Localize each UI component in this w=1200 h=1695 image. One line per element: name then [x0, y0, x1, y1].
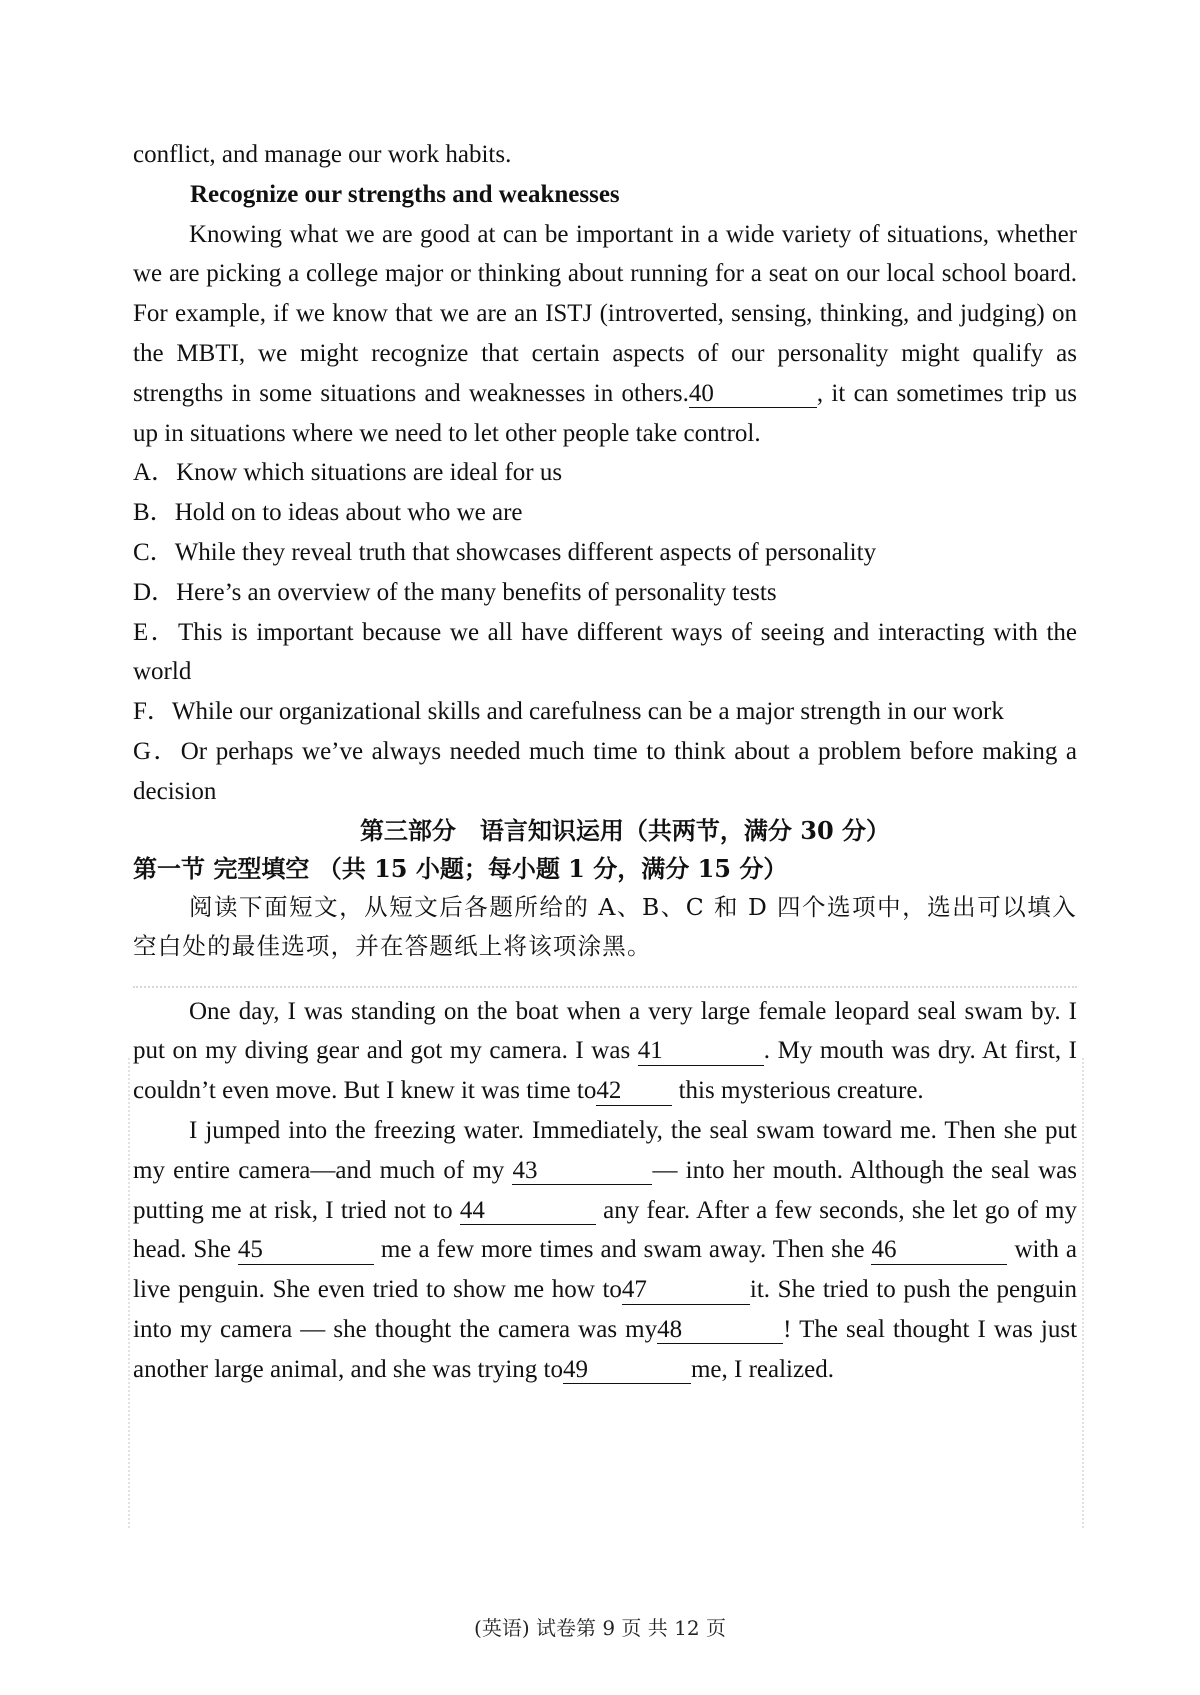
dotted-right-edge — [1082, 1058, 1084, 1528]
cloze-paragraph-1: One day, I was standing on the boat when a very large female leopard seal swam by. I put on my diving gear and got my camera. I was 41 . My mouth was dry. At first, I couldn’t even move. But I knew it was time to42 this mysterious creature. — [133, 997, 1078, 1105]
blank-42: 42 — [596, 1077, 672, 1106]
blank-43: 43 — [512, 1157, 652, 1186]
section-one-title: 第一节 完型填空 （共 15 小题；每小题 1 分，满分 15 分） — [133, 853, 788, 883]
cloze-paragraph-2: I jumped into the freezing water. Immediately, the seal swam toward me. Then she put my entire camera—and much of my 43 — into her mouth. Although the seal was putting me at risk, I tried not to 44 any fear. After a few seconds, she let go of my head. She 45 me a few more times and swam away. Then she 46 with a live penguin. She even tried to show me how to47 it. She tried to push the penguin into my camera — she thought the camera was my48 ! The seal thought I was just another large animal, and she was trying to49 me, I realized. — [133, 1116, 1078, 1383]
option-a: A．Know which situations are ideal for us — [133, 459, 563, 487]
option-c: C．While they reveal truth that showcases different aspects of personality — [133, 538, 877, 566]
option-b: B．Hold on to ideas about who we are — [133, 499, 523, 527]
dotted-divider — [133, 986, 1077, 988]
dotted-left-edge — [128, 1058, 130, 1528]
option-d: D．Here’s an overview of the many benefits of personality tests — [133, 578, 777, 606]
blank-46: 46 — [871, 1236, 1007, 1265]
page-footer: (英语) 试卷第 9 页 共 12 页 — [474, 1616, 726, 1640]
blank-41: 41 — [638, 1037, 764, 1066]
passage-paragraph: Knowing what we are good at can be important in a wide variety of situations, whether we are picking a college major or thinking about running for a seat on our local school board. For example, if we know that we are an ISTJ (introverted, sensing, thinking, and judging) on the MBTI, we might recognize that certain aspects of our personality might qualify as strengths in some situations and weaknesses in others.40 , it can sometimes trip us up in situations where we need to let other people take control. — [133, 220, 1078, 447]
blank-48: 48 — [657, 1316, 783, 1345]
blank-45: 45 — [238, 1236, 374, 1265]
blank-40: 40 — [689, 380, 817, 409]
option-g: G．Or perhaps we’ve always needed much time to think about a problem before making a decision — [133, 737, 1077, 805]
intro-line: conflict, and manage our work habits. — [133, 141, 512, 168]
instructions: 阅读下面短文，从短文后各题所给的 A、B、C 和 D 四个选项中，选出可以填入空白处的最佳选项，并在答题纸上将该项涂黑。 — [133, 892, 1077, 960]
blank-49: 49 — [563, 1356, 691, 1385]
part-three-title: 第三部分 语言知识运用（共两节，满分 30 分） — [359, 815, 891, 845]
options-list — [133, 453, 1077, 811]
exam-page — [133, 135, 1077, 1390]
blank-47: 47 — [622, 1276, 750, 1305]
option-f: F．While our organizational skills and carefulness can be a major strength in our work — [133, 698, 1004, 726]
option-e: E．This is important because we all have different ways of seeing and interacting with the world — [133, 618, 1077, 686]
blank-44: 44 — [460, 1197, 596, 1226]
section-heading: Recognize our strengths and weaknesses — [190, 180, 620, 208]
